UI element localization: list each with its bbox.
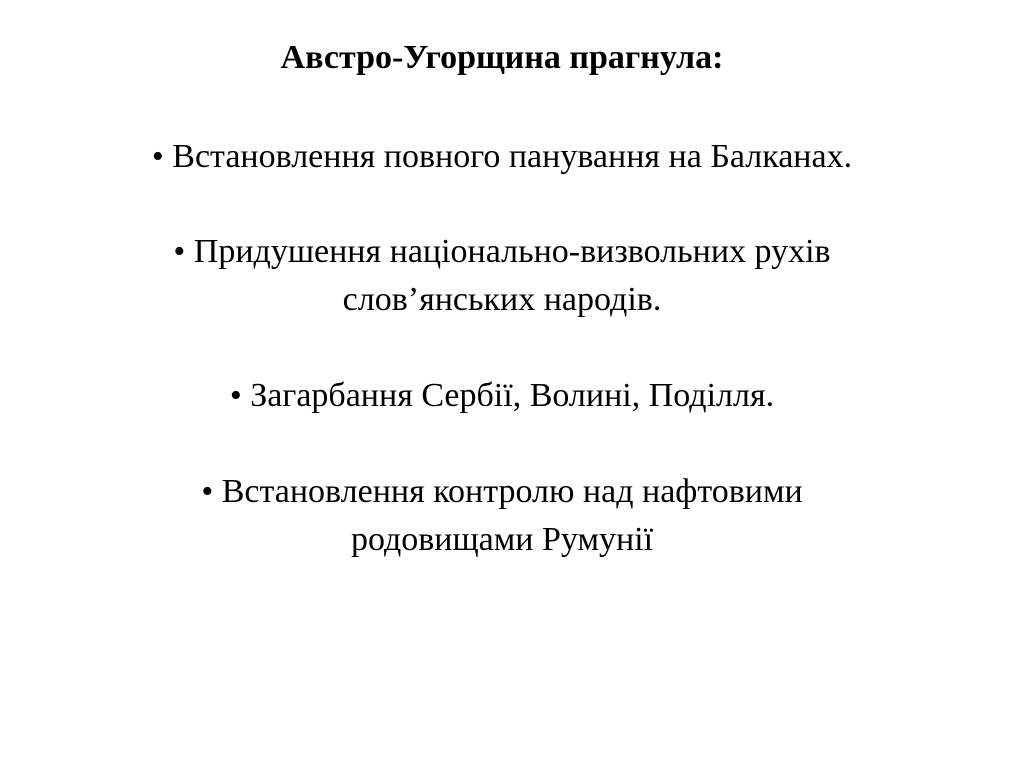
bullet-line: • Загарбання Сербії, Волині, Поділля.	[229, 377, 775, 414]
bullet-line: • Встановлення контролю над нафтовими	[201, 473, 803, 510]
bullet-line: слов’янських народів.	[342, 281, 662, 318]
bullet-item-balkans	[0, 133, 1004, 181]
bullet-line: • Придушення національно-визвольних рухів	[173, 233, 831, 270]
bullet-line: • Встановлення повного панування на Балканах.	[151, 138, 853, 175]
bullet-item-suppression	[0, 228, 1004, 324]
slide-title: Австро-Угорщина прагнула:	[280, 39, 724, 76]
bullet-item-oil-control	[0, 468, 1004, 564]
bullet-item-conquest	[0, 372, 1004, 420]
bullet-line: родовищами Румунії	[350, 521, 654, 558]
